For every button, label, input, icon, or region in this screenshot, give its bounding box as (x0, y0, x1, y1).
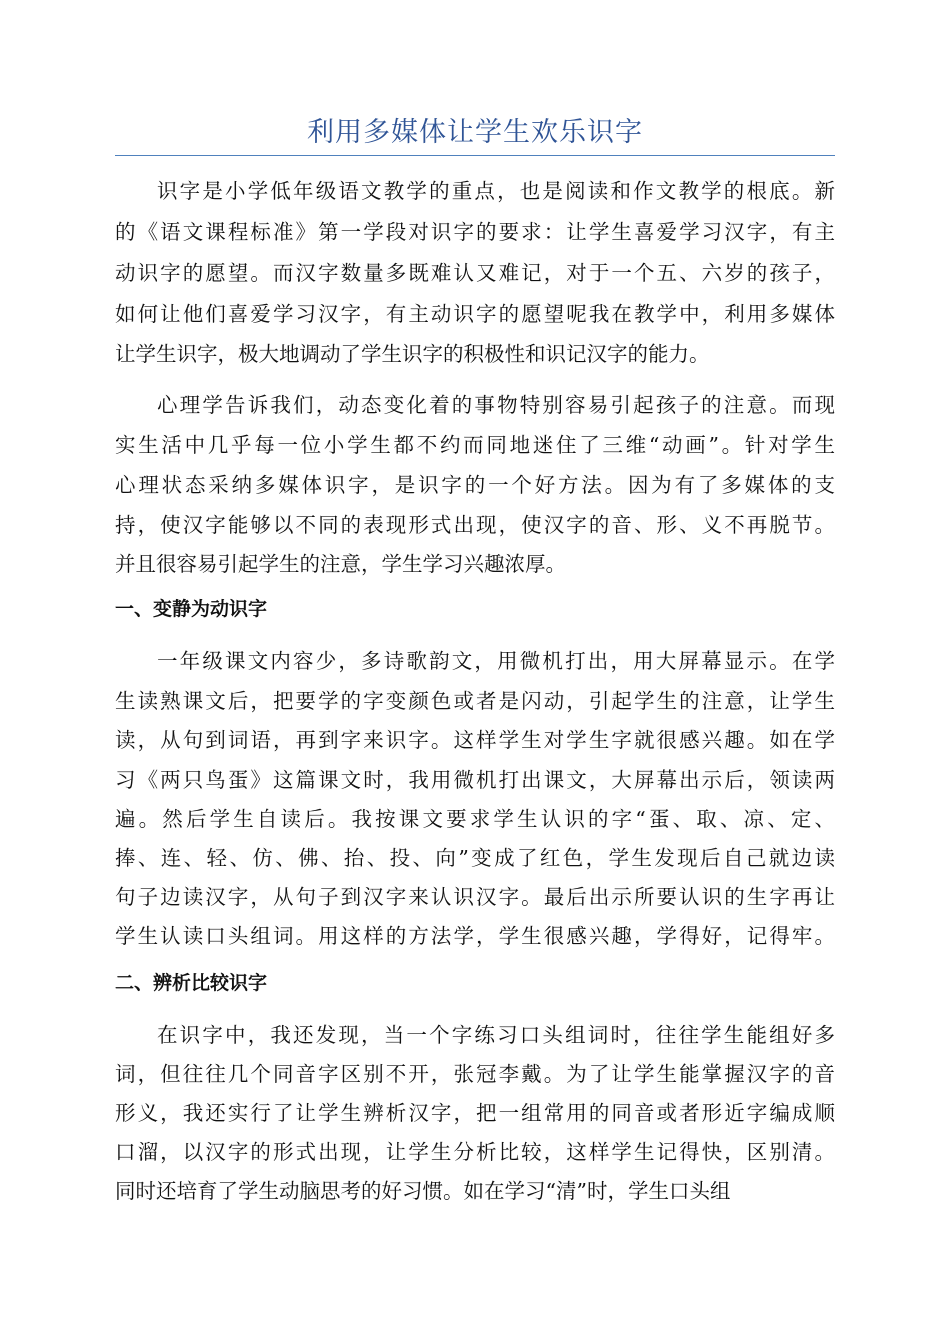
paragraph-1-line-2: 的《语文课程标准》第一学段对识字的要求：让学生喜爱学习汉字，有主 (115, 220, 835, 244)
paragraph-2-line-3: 心理状态采纳多媒体识字，是识字的一个好方法。因为有了多媒体的支 (115, 473, 835, 497)
paragraph-3-line-3: 读，从句到词语，再到字来识字。这样学生对学生字就很感兴趣。如在学 (115, 728, 835, 752)
paragraph-4-line-3: 形义，我还实行了让学生辨析汉字，把一组常用的同音或者形近字编成顺 (115, 1101, 835, 1125)
section-heading-2: 二、辨析比较识字 (115, 972, 268, 994)
paragraph-2-line-1: 心理学告诉我们，动态变化着的事物特别容易引起孩子的注意。而现 (157, 393, 835, 417)
title-underline (115, 155, 835, 156)
paragraph-3-line-6: 捧、连、轻、仿、佛、抬、投、向”变成了红色，学生发现后自己就边读 (115, 846, 835, 870)
paragraph-1-line-1: 识字是小学低年级语文教学的重点，也是阅读和作文教学的根底。新 (157, 179, 835, 203)
paragraph-3-line-7: 句子边读汉字，从句子到汉字来认识汉字。最后出示所要认识的生字再让 (115, 885, 835, 909)
paragraph-2-line-5: 并且很容易引起学生的注意，学生学习兴趣浓厚。 (115, 552, 566, 576)
section-heading-1: 一、变静为动识字 (115, 598, 268, 620)
paragraph-3-line-2: 生读熟课文后，把要学的字变颜色或者是闪动，引起学生的注意，让学生 (115, 689, 835, 713)
paragraph-3-line-4: 习《两只鸟蛋》这篇课文时，我用微机打出课文，大屏幕出示后，领读两 (115, 768, 835, 792)
paragraph-1-line-5: 让学生识字，极大地调动了学生识字的积极性和识记汉字的能力。 (115, 342, 710, 366)
paragraph-4-line-2: 词，但往往几个同音字区别不开，张冠李戴。为了让学生能掌握汉字的音 (115, 1062, 835, 1086)
paragraph-4-line-4: 口溜，以汉字的形式出现，让学生分析比较，这样学生记得快，区别清。 (115, 1140, 835, 1164)
paragraph-4-line-1: 在识字中，我还发现，当一个字练习口头组词时，往往学生能组好多 (157, 1023, 835, 1047)
paragraph-4-line-5: 同时还培育了学生动脑思考的好习惯。如在学习“清”时，学生口头组 (115, 1179, 731, 1203)
paragraph-1-line-3: 动识字的愿望。而汉字数量多既难认又难记，对于一个五、六岁的孩子， (115, 261, 835, 285)
document-title: 利用多媒体让学生欢乐识字 (307, 117, 643, 148)
paragraph-1-line-4: 如何让他们喜爱学习汉字，有主动识字的愿望呢我在教学中，利用多媒体 (115, 302, 835, 326)
paragraph-3-line-5: 遍。然后学生自读后。我按课文要求学生认识的字“蛋、取、凉、定、 (115, 807, 835, 831)
paragraph-2-line-4: 持，使汉字能够以不同的表现形式出现，使汉字的音、形、义不再脱节。 (115, 513, 835, 537)
paragraph-3-line-1: 一年级课文内容少，多诗歌韵文，用微机打出，用大屏幕显示。在学 (157, 649, 835, 673)
paragraph-2-line-2: 实生活中几乎每一位小学生都不约而同地迷住了三维“动画”。针对学生 (115, 433, 835, 457)
paragraph-3-line-8: 学生认读口头组词。用这样的方法学，学生很感兴趣，学得好，记得牢。 (115, 924, 835, 948)
